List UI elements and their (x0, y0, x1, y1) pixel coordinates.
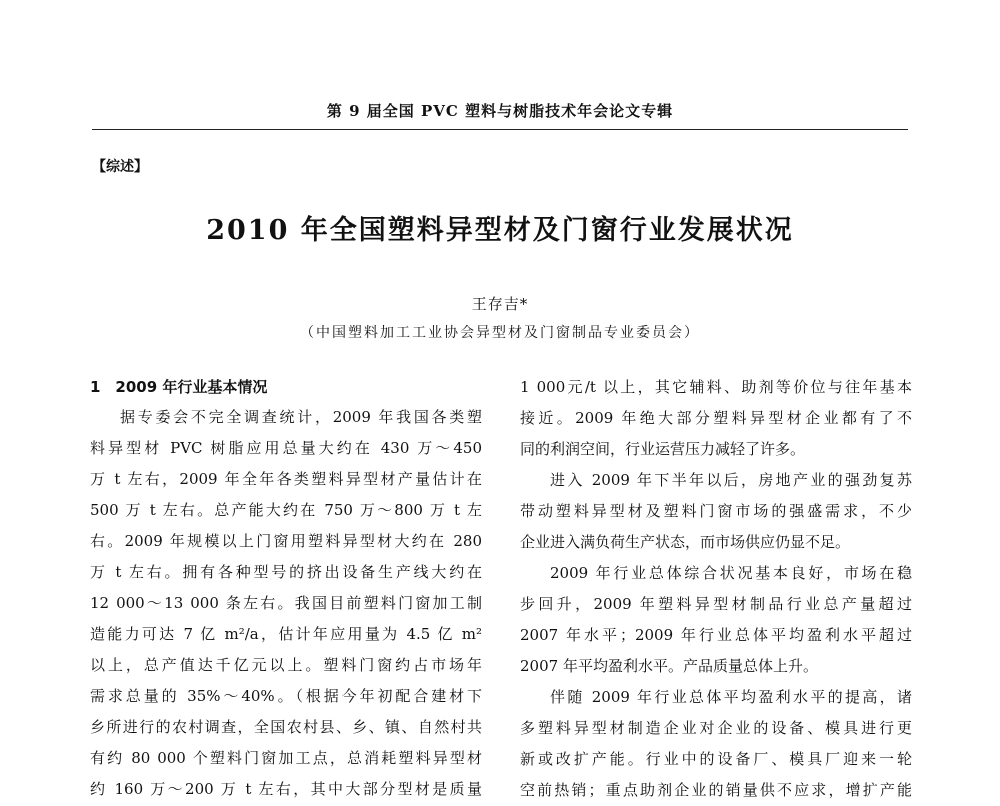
running-header: 第 9 届全国 PVC 塑料与树脂技术年会论文专辑 (326, 102, 674, 120)
article-title: 2010 年全国塑料异型材及门窗行业发展状况 (206, 215, 794, 246)
body-line: 步回升，2009 年塑料异型材制品行业总产量超过 (520, 595, 912, 613)
header-rule (92, 129, 908, 130)
body-line: 万 t 左右。拥有各种型号的挤出设备生产线大约在 (90, 563, 482, 581)
body-line: 伴随 2009 年行业总体平均盈利水平的提高，诸 (550, 688, 912, 706)
body-line: 2007 年平均盈利水平。产品质量总体上升。 (520, 657, 818, 675)
body-line: 多塑料异型材制造企业对企业的设备、模具进行更 (520, 719, 912, 737)
body-line: 进入 2009 年下半年以后，房地产业的强劲复苏 (550, 471, 912, 489)
body-line: 企业进入满负荷生产状态，而市场供应仍显不足。 (520, 533, 851, 551)
body-line: 空前热销；重点助剂企业的销量供不应求，增扩产能 (520, 781, 912, 799)
section-tag: 【综述】 (92, 159, 148, 175)
body-line: 据专委会不完全调查统计，2009 年我国各类塑 (120, 408, 482, 426)
body-line: 12 000～13 000 条左右。我国目前塑料门窗加工制 (90, 594, 482, 612)
article-author: 王存吉* (471, 295, 529, 313)
body-line: 1 000元/t 以上，其它辅料、助剂等价位与往年基本 (520, 378, 912, 396)
body-line: 以上，总产值达千亿元以上。塑料门窗约占市场年 (90, 656, 482, 674)
body-line: 万 t 左右，2009 年全年各类塑料异型材产量估计在 (90, 470, 482, 488)
body-line: 接近。2009 年绝大部分塑料异型材企业都有了不 (520, 409, 912, 427)
section-heading: 1 2009 年行业基本情况 (90, 378, 268, 396)
body-line: 有约 80 000 个塑料门窗加工点，总消耗塑料异型材 (90, 749, 482, 767)
body-line: 新或改扩产能。行业中的设备厂、模具厂迎来一轮 (520, 750, 912, 768)
article-affiliation: （中国塑料加工工业协会异型材及门窗制品专业委员会） (300, 325, 700, 341)
body-line: 右。2009 年规模以上门窗用塑料异型材大约在 280 (90, 532, 482, 550)
right-column (520, 372, 912, 806)
body-line: 同的利润空间，行业运营压力减轻了许多。 (520, 440, 806, 458)
body-line: 2009 年行业总体综合状况基本良好，市场在稳 (550, 564, 912, 582)
body-line: 带动塑料异型材及塑料门窗市场的强盛需求，不少 (520, 502, 912, 520)
body-line: 约 160 万～200 万 t 左右，其中大部分型材是质量 (90, 780, 482, 798)
body-line: 料异型材 PVC 树脂应用总量大约在 430 万～450 (90, 439, 482, 457)
body-line: 2007 年水平；2009 年行业总体平均盈利水平超过 (520, 626, 912, 644)
body-line: 需求总量的 35%～40%。（根据今年初配合建材下 (90, 687, 482, 705)
body-line: 乡所进行的农村调查，全国农村县、乡、镇、自然村共 (90, 718, 482, 736)
body-line: 500 万 t 左右。总产能大约在 750 万～800 万 t 左 (90, 501, 482, 519)
body-line: 造能力可达 7 亿 m²/a，估计年应用量为 4.5 亿 m² (90, 625, 482, 643)
left-column (90, 372, 482, 805)
